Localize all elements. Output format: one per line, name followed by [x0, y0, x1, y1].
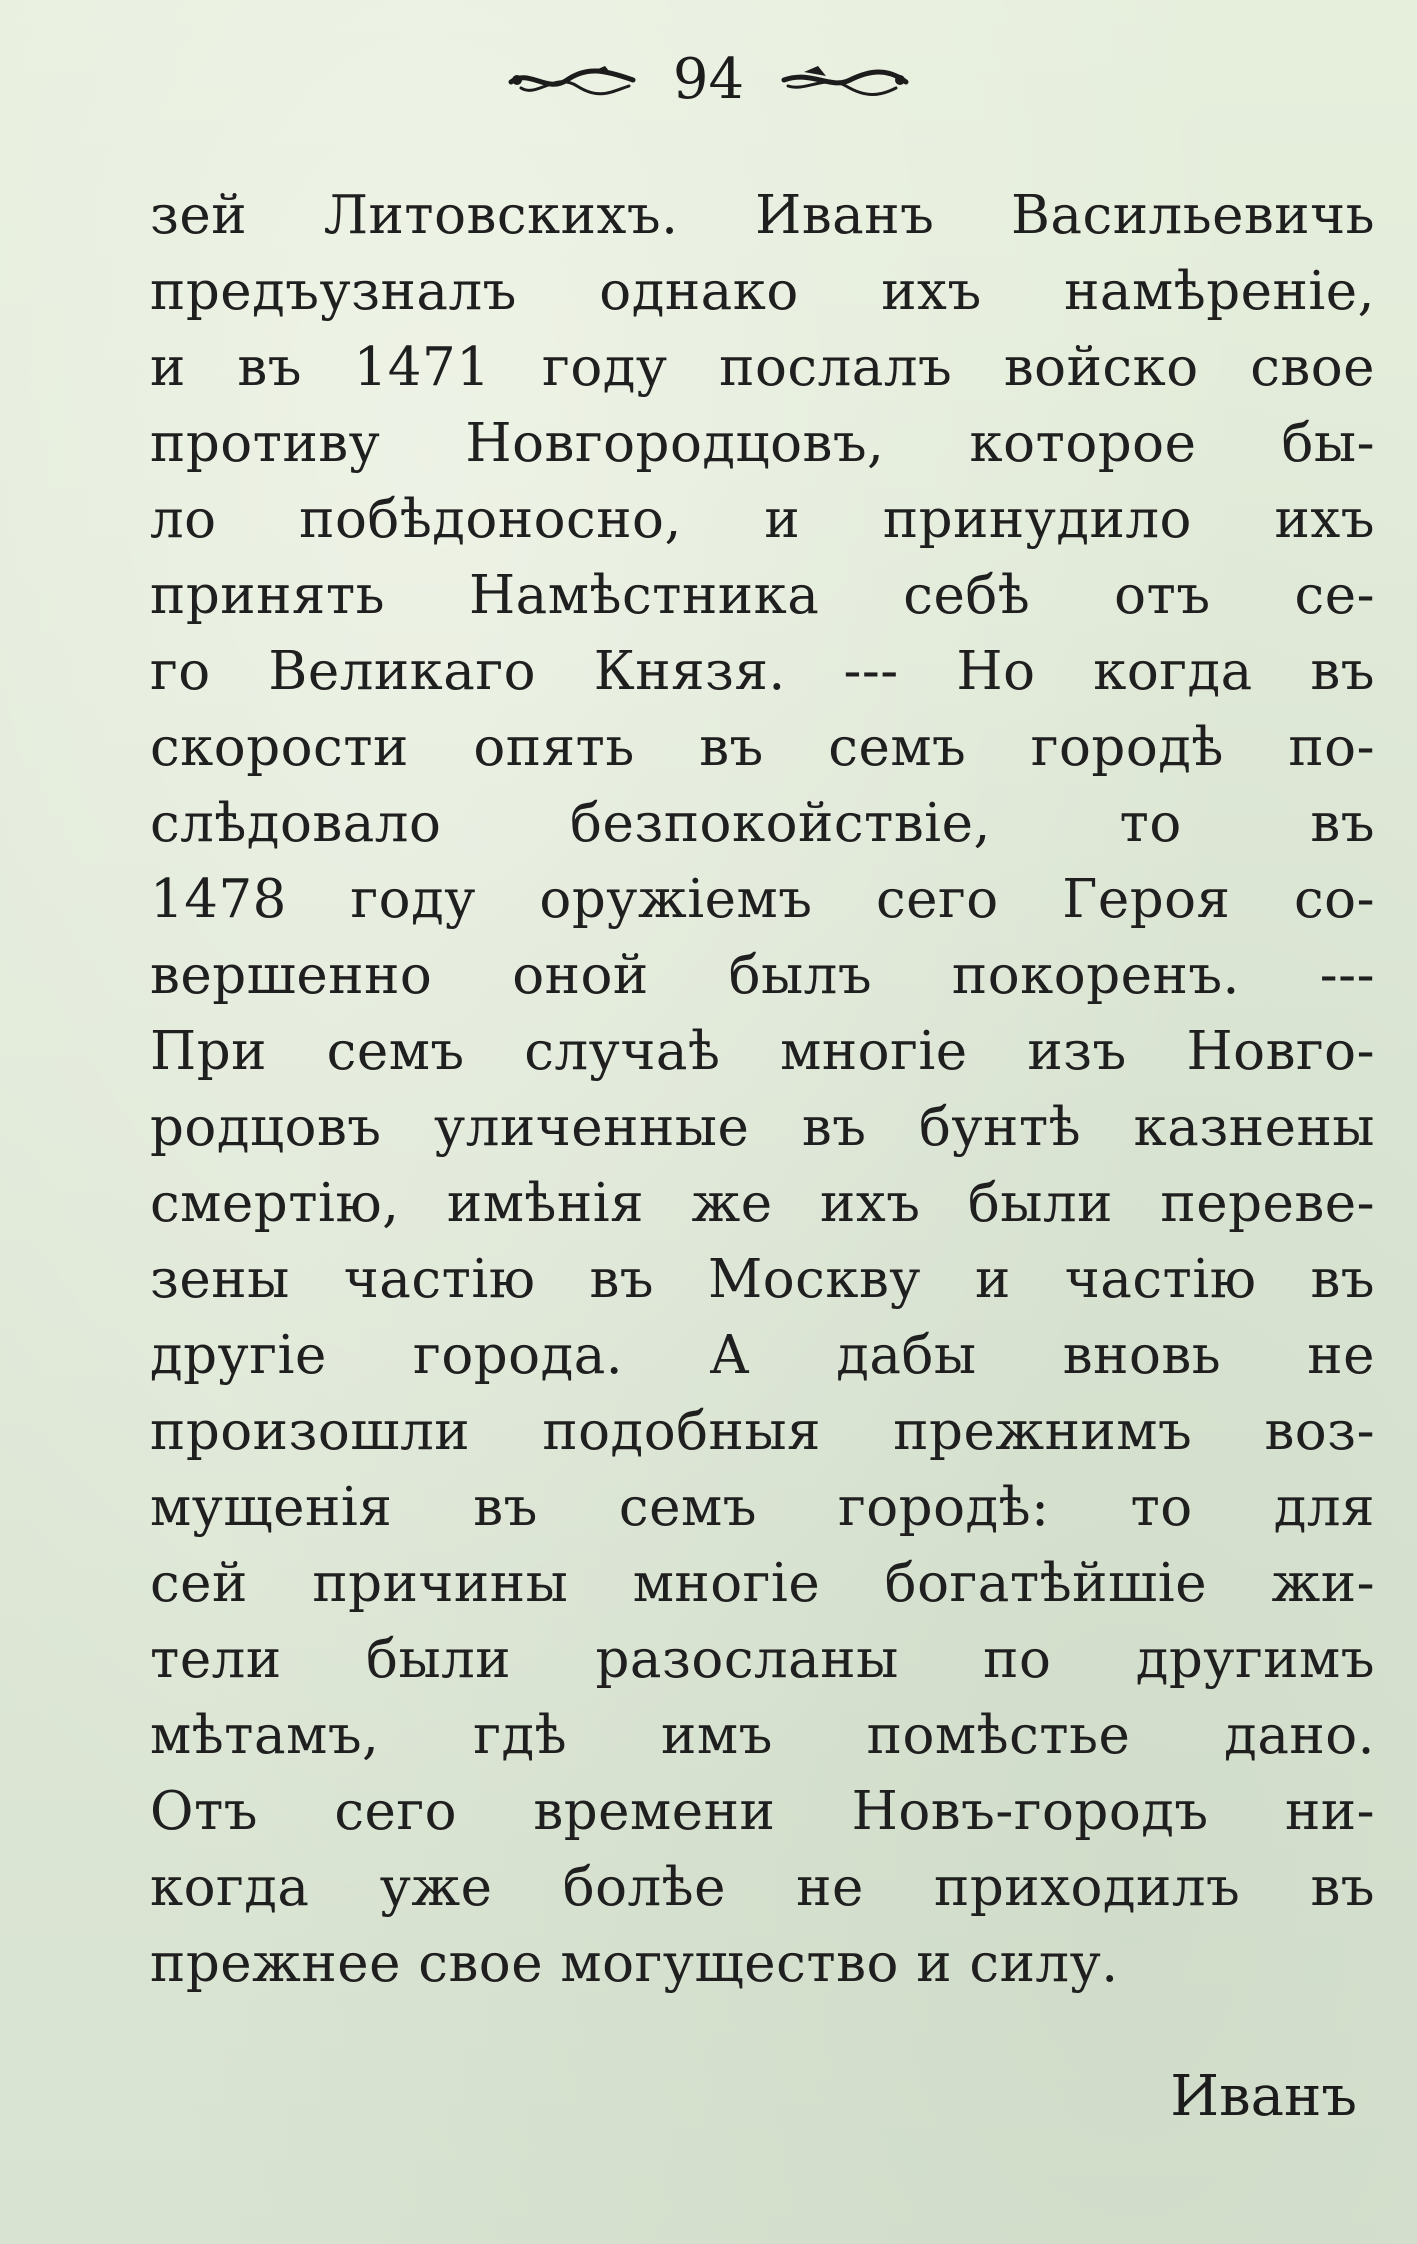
text-line: ло побѣдоносно, и принудило ихъ: [150, 489, 1375, 550]
scroll-flourish-icon: [507, 58, 637, 102]
text-line: принять Намѣстника себѣ отъ се-: [150, 565, 1375, 626]
text-line: родцовъ уличенные въ бунтѣ казнены: [150, 1097, 1375, 1158]
text-line: го Великаго Князя. --- Но когда въ: [150, 641, 1375, 702]
text-line: когда уже болѣе не приходилъ въ: [150, 1857, 1375, 1918]
page-header: [0, 40, 1417, 120]
scroll-flourish-icon: [780, 58, 910, 102]
text-line: смертiю, имѣнiя же ихъ были переве-: [150, 1173, 1375, 1234]
text-line: При семъ случаѣ многiе изъ Новго-: [150, 1021, 1375, 1082]
catchword: Иванъ: [1170, 2064, 1357, 2129]
body-text: [150, 178, 1375, 2002]
text-line: 1478 году оружiемъ сего Героя со-: [150, 869, 1375, 930]
text-line: слѣдовало безпокойствiе, то въ: [150, 793, 1375, 854]
text-line: зей Литовскихъ. Иванъ Васильевичь: [150, 185, 1375, 246]
text-line: Отъ сего времени Новъ-городъ ни-: [150, 1781, 1375, 1842]
text-line: предъузналъ однако ихъ намѣренiе,: [150, 261, 1375, 322]
text-line: тели были разосланы по другимъ: [150, 1629, 1375, 1690]
text-line: другiе города. А дабы вновь не: [150, 1325, 1375, 1386]
text-line: сей причины многiе богатѣйшiе жи-: [150, 1553, 1375, 1614]
text-line: зены частiю въ Москву и частiю въ: [150, 1249, 1375, 1310]
text-line: и въ 1471 году послалъ войско свое: [150, 337, 1375, 398]
text-line: прежнее свое могущество и силу.: [150, 1933, 1119, 1994]
text-line: мѣтамъ, гдѣ имъ помѣстье дано.: [150, 1705, 1375, 1766]
page-number: 94: [672, 47, 745, 112]
text-line: произошли подобныя прежнимъ воз-: [150, 1401, 1375, 1462]
text-line: мущенiя въ семъ городѣ: то для: [150, 1477, 1375, 1538]
text-line: вершенно оной былъ покоренъ. ---: [150, 945, 1375, 1006]
text-line: скорости опять въ семъ городѣ по-: [150, 717, 1375, 778]
text-line: противу Новгородцовъ, которое бы-: [150, 413, 1375, 474]
